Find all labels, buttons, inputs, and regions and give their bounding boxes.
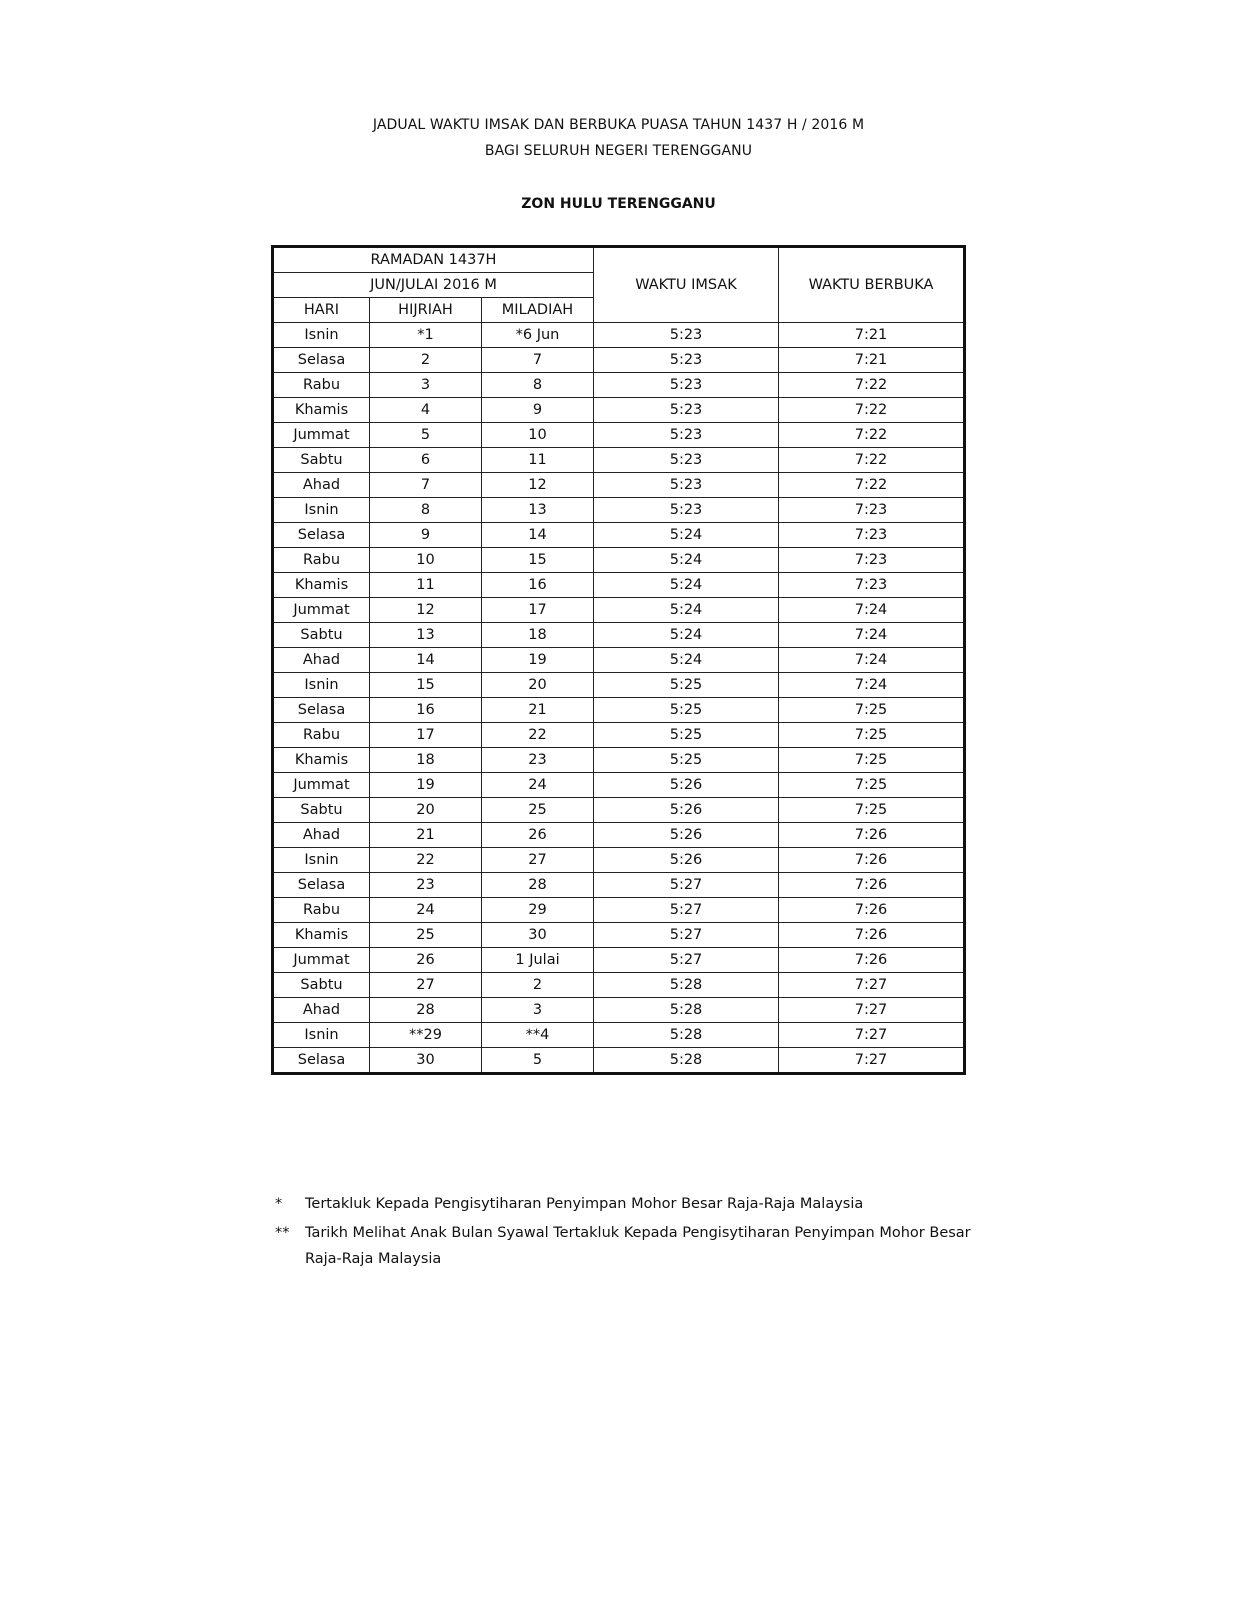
imsak-time-cell: 5:28 bbox=[594, 1048, 779, 1074]
day-cell: Rabu bbox=[273, 723, 370, 748]
table-row bbox=[273, 448, 965, 473]
imsak-time-cell: 5:24 bbox=[594, 623, 779, 648]
schedule-table bbox=[271, 245, 966, 1075]
hijriah-cell: 10 bbox=[370, 548, 482, 573]
imsak-time-cell: 5:27 bbox=[594, 873, 779, 898]
berbuka-time-cell: 7:26 bbox=[779, 873, 965, 898]
header-row-ramadan bbox=[273, 247, 965, 273]
miladiah-cell: 27 bbox=[482, 848, 594, 873]
miladiah-cell: 25 bbox=[482, 798, 594, 823]
footnote-1-text: Tertakluk Kepada Pengisytiharan Penyimpan Mohor Besar Raja-Raja Malaysia bbox=[305, 1196, 864, 1212]
table-header bbox=[273, 247, 965, 323]
table-row bbox=[273, 473, 965, 498]
day-cell: Ahad bbox=[273, 823, 370, 848]
berbuka-time-cell: 7:27 bbox=[779, 973, 965, 998]
footnote-1-mark: * bbox=[275, 1196, 283, 1212]
miladiah-cell: 23 bbox=[482, 748, 594, 773]
hijriah-cell: 5 bbox=[370, 423, 482, 448]
hijriah-cell: 20 bbox=[370, 798, 482, 823]
miladiah-cell: 5 bbox=[482, 1048, 594, 1074]
table-row bbox=[273, 723, 965, 748]
day-cell: Isnin bbox=[273, 498, 370, 523]
header-month: JUN/JULAI 2016 M bbox=[273, 273, 594, 298]
miladiah-cell: **4 bbox=[482, 1023, 594, 1048]
imsak-time-cell: 5:27 bbox=[594, 923, 779, 948]
day-cell: Khamis bbox=[273, 398, 370, 423]
day-cell: Jummat bbox=[273, 423, 370, 448]
berbuka-time-cell: 7:27 bbox=[779, 1048, 965, 1074]
imsak-time-cell: 5:25 bbox=[594, 723, 779, 748]
hijriah-cell: 25 bbox=[370, 923, 482, 948]
imsak-time-cell: 5:26 bbox=[594, 773, 779, 798]
imsak-time-cell: 5:23 bbox=[594, 348, 779, 373]
imsak-time-cell: 5:23 bbox=[594, 498, 779, 523]
table-body bbox=[273, 323, 965, 1074]
day-cell: Isnin bbox=[273, 673, 370, 698]
document-title: JADUAL WAKTU IMSAK DAN BERBUKA PUASA TAHUN 1437 H / 2016 M bbox=[372, 117, 865, 133]
header-waktu-berbuka: WAKTU BERBUKA bbox=[779, 247, 965, 323]
hijriah-cell: 17 bbox=[370, 723, 482, 748]
berbuka-time-cell: 7:23 bbox=[779, 548, 965, 573]
hijriah-cell: 3 bbox=[370, 373, 482, 398]
imsak-time-cell: 5:28 bbox=[594, 973, 779, 998]
imsak-time-cell: 5:24 bbox=[594, 598, 779, 623]
miladiah-cell: 9 bbox=[482, 398, 594, 423]
day-cell: Sabtu bbox=[273, 448, 370, 473]
day-cell: Ahad bbox=[273, 648, 370, 673]
table-row bbox=[273, 348, 965, 373]
miladiah-cell: 13 bbox=[482, 498, 594, 523]
table-row bbox=[273, 923, 965, 948]
berbuka-time-cell: 7:26 bbox=[779, 848, 965, 873]
imsak-time-cell: 5:26 bbox=[594, 823, 779, 848]
miladiah-cell: 28 bbox=[482, 873, 594, 898]
miladiah-cell: 19 bbox=[482, 648, 594, 673]
hijriah-cell: 26 bbox=[370, 948, 482, 973]
berbuka-time-cell: 7:21 bbox=[779, 348, 965, 373]
miladiah-cell: 24 bbox=[482, 773, 594, 798]
hijriah-cell: 19 bbox=[370, 773, 482, 798]
table-row bbox=[273, 673, 965, 698]
day-cell: Ahad bbox=[273, 473, 370, 498]
miladiah-cell: 16 bbox=[482, 573, 594, 598]
table-row bbox=[273, 548, 965, 573]
day-cell: Khamis bbox=[273, 573, 370, 598]
berbuka-time-cell: 7:22 bbox=[779, 448, 965, 473]
berbuka-time-cell: 7:21 bbox=[779, 323, 965, 348]
berbuka-time-cell: 7:25 bbox=[779, 748, 965, 773]
imsak-time-cell: 5:25 bbox=[594, 673, 779, 698]
table-row bbox=[273, 773, 965, 798]
day-cell: Khamis bbox=[273, 923, 370, 948]
miladiah-cell: 1 Julai bbox=[482, 948, 594, 973]
imsak-time-cell: 5:24 bbox=[594, 573, 779, 598]
day-cell: Selasa bbox=[273, 698, 370, 723]
hijriah-cell: 13 bbox=[370, 623, 482, 648]
berbuka-time-cell: 7:25 bbox=[779, 723, 965, 748]
day-cell: Isnin bbox=[273, 848, 370, 873]
berbuka-time-cell: 7:26 bbox=[779, 948, 965, 973]
berbuka-time-cell: 7:23 bbox=[779, 498, 965, 523]
day-cell: Selasa bbox=[273, 523, 370, 548]
header-waktu-imsak: WAKTU IMSAK bbox=[594, 247, 779, 323]
miladiah-cell: 26 bbox=[482, 823, 594, 848]
berbuka-time-cell: 7:25 bbox=[779, 698, 965, 723]
table-row bbox=[273, 398, 965, 423]
day-cell: Isnin bbox=[273, 323, 370, 348]
berbuka-time-cell: 7:23 bbox=[779, 523, 965, 548]
hijriah-cell: **29 bbox=[370, 1023, 482, 1048]
miladiah-cell: 2 bbox=[482, 973, 594, 998]
berbuka-time-cell: 7:25 bbox=[779, 773, 965, 798]
hijriah-cell: 7 bbox=[370, 473, 482, 498]
imsak-time-cell: 5:27 bbox=[594, 898, 779, 923]
table-row bbox=[273, 748, 965, 773]
day-cell: Sabtu bbox=[273, 973, 370, 998]
hijriah-cell: 12 bbox=[370, 598, 482, 623]
table-row bbox=[273, 1048, 965, 1074]
miladiah-cell: 29 bbox=[482, 898, 594, 923]
hijriah-cell: 27 bbox=[370, 973, 482, 998]
day-cell: Jummat bbox=[273, 598, 370, 623]
day-cell: Isnin bbox=[273, 1023, 370, 1048]
berbuka-time-cell: 7:23 bbox=[779, 573, 965, 598]
hijriah-cell: 21 bbox=[370, 823, 482, 848]
miladiah-cell: 17 bbox=[482, 598, 594, 623]
table-row bbox=[273, 423, 965, 448]
table-row bbox=[273, 373, 965, 398]
table-row bbox=[273, 948, 965, 973]
table-row bbox=[273, 823, 965, 848]
miladiah-cell: 18 bbox=[482, 623, 594, 648]
day-cell: Jummat bbox=[273, 773, 370, 798]
table-row bbox=[273, 873, 965, 898]
day-cell: Sabtu bbox=[273, 798, 370, 823]
imsak-time-cell: 5:27 bbox=[594, 948, 779, 973]
miladiah-cell: 3 bbox=[482, 998, 594, 1023]
miladiah-cell: 7 bbox=[482, 348, 594, 373]
hijriah-cell: 9 bbox=[370, 523, 482, 548]
imsak-time-cell: 5:26 bbox=[594, 798, 779, 823]
day-cell: Selasa bbox=[273, 348, 370, 373]
imsak-time-cell: 5:23 bbox=[594, 473, 779, 498]
miladiah-cell: 21 bbox=[482, 698, 594, 723]
miladiah-cell: 11 bbox=[482, 448, 594, 473]
table-row bbox=[273, 648, 965, 673]
document-subtitle: BAGI SELURUH NEGERI TERENGGANU bbox=[484, 143, 753, 159]
table-row bbox=[273, 573, 965, 598]
hijriah-cell: 6 bbox=[370, 448, 482, 473]
footnote-2-text-line1: Tarikh Melihat Anak Bulan Syawal Tertakluk Kepada Pengisytiharan Penyimpan Mohor Besar bbox=[305, 1225, 971, 1241]
imsak-time-cell: 5:25 bbox=[594, 748, 779, 773]
berbuka-time-cell: 7:27 bbox=[779, 1023, 965, 1048]
berbuka-time-cell: 7:27 bbox=[779, 998, 965, 1023]
berbuka-time-cell: 7:25 bbox=[779, 798, 965, 823]
table-row bbox=[273, 523, 965, 548]
day-cell: Rabu bbox=[273, 898, 370, 923]
hijriah-cell: 23 bbox=[370, 873, 482, 898]
footnote-2-mark: ** bbox=[275, 1225, 290, 1241]
table-row bbox=[273, 698, 965, 723]
hijriah-cell: 30 bbox=[370, 1048, 482, 1074]
imsak-time-cell: 5:25 bbox=[594, 698, 779, 723]
day-cell: Jummat bbox=[273, 948, 370, 973]
header-hijriah: HIJRIAH bbox=[370, 298, 482, 323]
imsak-time-cell: 5:26 bbox=[594, 848, 779, 873]
berbuka-time-cell: 7:22 bbox=[779, 423, 965, 448]
berbuka-time-cell: 7:24 bbox=[779, 648, 965, 673]
miladiah-cell: 8 bbox=[482, 373, 594, 398]
table-row bbox=[273, 998, 965, 1023]
imsak-time-cell: 5:28 bbox=[594, 998, 779, 1023]
header-hari: HARI bbox=[273, 298, 370, 323]
table-row bbox=[273, 798, 965, 823]
berbuka-time-cell: 7:24 bbox=[779, 623, 965, 648]
hijriah-cell: 15 bbox=[370, 673, 482, 698]
imsak-time-cell: 5:24 bbox=[594, 548, 779, 573]
hijriah-cell: 18 bbox=[370, 748, 482, 773]
hijriah-cell: 11 bbox=[370, 573, 482, 598]
hijriah-cell: 14 bbox=[370, 648, 482, 673]
berbuka-time-cell: 7:26 bbox=[779, 823, 965, 848]
table-row bbox=[273, 498, 965, 523]
day-cell: Khamis bbox=[273, 748, 370, 773]
miladiah-cell: 15 bbox=[482, 548, 594, 573]
imsak-time-cell: 5:23 bbox=[594, 398, 779, 423]
berbuka-time-cell: 7:22 bbox=[779, 398, 965, 423]
imsak-time-cell: 5:28 bbox=[594, 1023, 779, 1048]
day-cell: Rabu bbox=[273, 548, 370, 573]
berbuka-time-cell: 7:26 bbox=[779, 923, 965, 948]
hijriah-cell: 2 bbox=[370, 348, 482, 373]
table-row bbox=[273, 973, 965, 998]
hijriah-cell: 28 bbox=[370, 998, 482, 1023]
berbuka-time-cell: 7:26 bbox=[779, 898, 965, 923]
header-ramadan: RAMADAN 1437H bbox=[273, 247, 594, 273]
imsak-time-cell: 5:24 bbox=[594, 523, 779, 548]
table-row bbox=[273, 1023, 965, 1048]
hijriah-cell: 24 bbox=[370, 898, 482, 923]
berbuka-time-cell: 7:22 bbox=[779, 473, 965, 498]
imsak-time-cell: 5:23 bbox=[594, 423, 779, 448]
imsak-time-cell: 5:23 bbox=[594, 448, 779, 473]
imsak-time-cell: 5:23 bbox=[594, 373, 779, 398]
hijriah-cell: 8 bbox=[370, 498, 482, 523]
table-row bbox=[273, 623, 965, 648]
day-cell: Selasa bbox=[273, 1048, 370, 1074]
miladiah-cell: 14 bbox=[482, 523, 594, 548]
day-cell: Selasa bbox=[273, 873, 370, 898]
zone-heading: ZON HULU TERENGGANU bbox=[521, 196, 716, 212]
day-cell: Sabtu bbox=[273, 623, 370, 648]
hijriah-cell: 16 bbox=[370, 698, 482, 723]
table-row bbox=[273, 323, 965, 348]
footnote-2-text-line2: Raja-Raja Malaysia bbox=[305, 1251, 442, 1267]
miladiah-cell: 30 bbox=[482, 923, 594, 948]
day-cell: Rabu bbox=[273, 373, 370, 398]
berbuka-time-cell: 7:22 bbox=[779, 373, 965, 398]
hijriah-cell: 4 bbox=[370, 398, 482, 423]
miladiah-cell: *6 Jun bbox=[482, 323, 594, 348]
berbuka-time-cell: 7:24 bbox=[779, 598, 965, 623]
imsak-time-cell: 5:24 bbox=[594, 648, 779, 673]
miladiah-cell: 20 bbox=[482, 673, 594, 698]
table-row bbox=[273, 598, 965, 623]
miladiah-cell: 10 bbox=[482, 423, 594, 448]
hijriah-cell: 22 bbox=[370, 848, 482, 873]
berbuka-time-cell: 7:24 bbox=[779, 673, 965, 698]
day-cell: Ahad bbox=[273, 998, 370, 1023]
header-miladiah: MILADIAH bbox=[482, 298, 594, 323]
miladiah-cell: 12 bbox=[482, 473, 594, 498]
hijriah-cell: *1 bbox=[370, 323, 482, 348]
table-row bbox=[273, 898, 965, 923]
miladiah-cell: 22 bbox=[482, 723, 594, 748]
imsak-time-cell: 5:23 bbox=[594, 323, 779, 348]
table-row bbox=[273, 848, 965, 873]
